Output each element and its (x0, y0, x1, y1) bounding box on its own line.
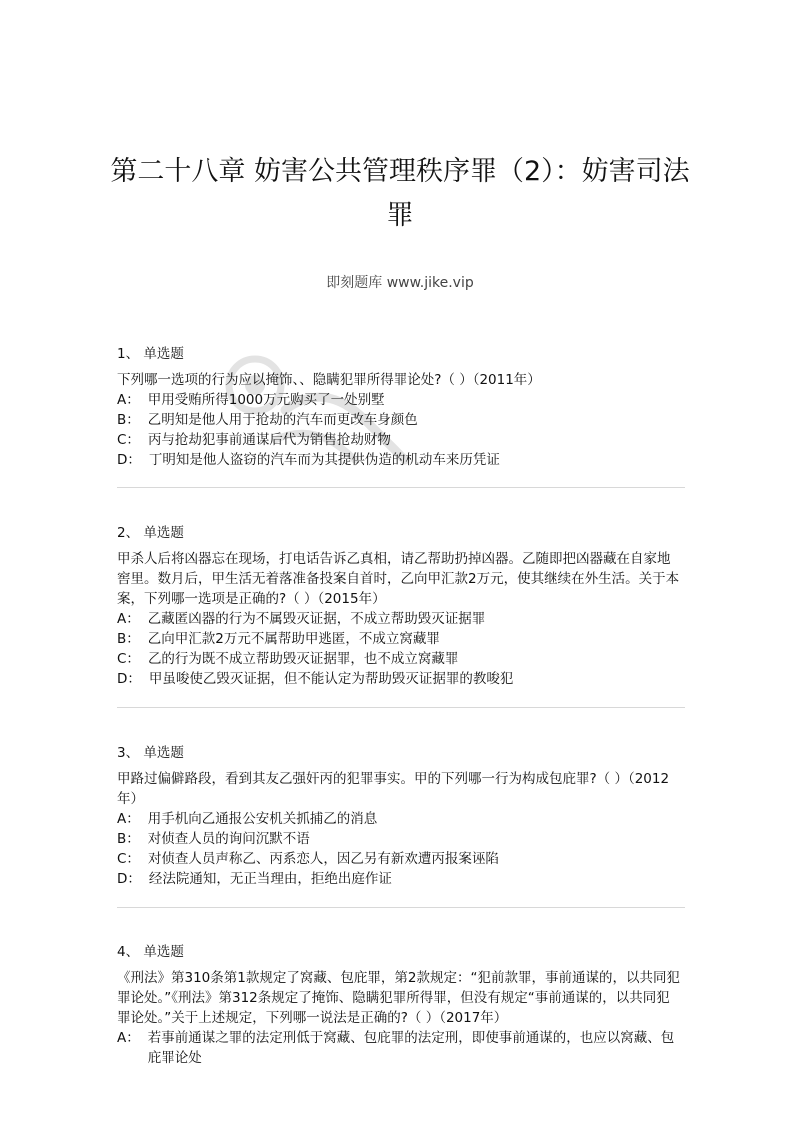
question-stem: 甲杀人后将凶器忘在现场，打电话告诉乙真相，请乙帮助扔掉凶器。乙随即把凶器藏在自家地窖里。数月后，甲生活无着落准备投案自首时，乙向甲汇款2万元，使其继续在外生活。关于本案，下列哪一选项是正确的?（ ）（2015年） (117, 551, 680, 607)
question-stem: 《刑法》第310条第1款规定了窝藏、包庇罪，第2款规定：“犯前款罪，事前通谋的，以共同犯罪论处。”《刑法》第312条规定了掩饰、隐瞒犯罪所得罪，但没有规定“事前通谋的，以共同犯罪论处。”关于上述规定，下列哪一说法是正确的?（ ）（2017年） (117, 970, 680, 1026)
option-a: A： 用手机向乙通报公安机关抓捕乙的消息 (117, 811, 378, 827)
question-header: 1、 单选题 (117, 346, 184, 362)
option-b: B： 对侦查人员的询问沉默不语 (117, 831, 310, 847)
option-b: B： 乙明知是他人用于抢劫的汽车而更改车身颜色 (117, 412, 418, 428)
option-d: D： 丁明知是他人盗窃的汽车而为其提供伪造的机动车来历凭证 (117, 452, 500, 468)
question-divider (117, 907, 685, 908)
option-a: A： 甲用受贿所得1000万元购买了一处别墅 (117, 392, 385, 408)
option-d: D： 经法院通知，无正当理由，拒绝出庭作证 (117, 871, 392, 887)
option-c: C： 对侦查人员声称乙、丙系恋人，因乙另有新欢遭丙报案诬陷 (117, 851, 499, 867)
option-c: C： 乙的行为既不成立帮助毁灭证据罪，也不成立窝藏罪 (117, 651, 459, 667)
question-stem: 下列哪一选项的行为应以掩饰、、隐瞒犯罪所得罪论处?（ ）（2011年） (117, 372, 541, 388)
option-d: D： 甲虽唆使乙毁灭证据，但不能认定为帮助毁灭证据罪的教唆犯 (117, 671, 514, 687)
option-a: A： 若事前通谋之罪的法定刑低于窝藏、包庇罪的法定刑，即使事前通谋的，也应以窝藏、包庇罪论处 (117, 1030, 675, 1066)
question-header: 2、 单选题 (117, 525, 184, 541)
question-3 (117, 743, 683, 889)
document-source: 即刻题库 www.jike.vip (326, 275, 474, 291)
question-4 (117, 942, 683, 1068)
question-2 (117, 523, 683, 689)
question-stem: 甲路过偏僻路段，看到其友乙强奸丙的犯罪事实。甲的下列哪一行为构成包庇罪?（ ）（2012年） (117, 771, 670, 807)
option-b: B： 乙向甲汇款2万元不属帮助甲逃匿，不成立窝藏罪 (117, 631, 440, 647)
question-header: 4、 单选题 (117, 944, 184, 960)
question-divider (117, 707, 685, 708)
option-c: C： 丙与抢劫犯事前通谋后代为销售抢劫财物 (117, 432, 391, 448)
question-1 (117, 344, 683, 470)
option-a: A： 乙藏匿凶器的行为不属毁灭证据，不成立帮助毁灭证据罪 (117, 611, 486, 627)
question-header: 3、 单选题 (117, 745, 184, 761)
question-divider (117, 487, 685, 488)
page-title: 第二十八章 妨害公共管理秩序罪（2）：妨害司法罪 (110, 156, 690, 231)
